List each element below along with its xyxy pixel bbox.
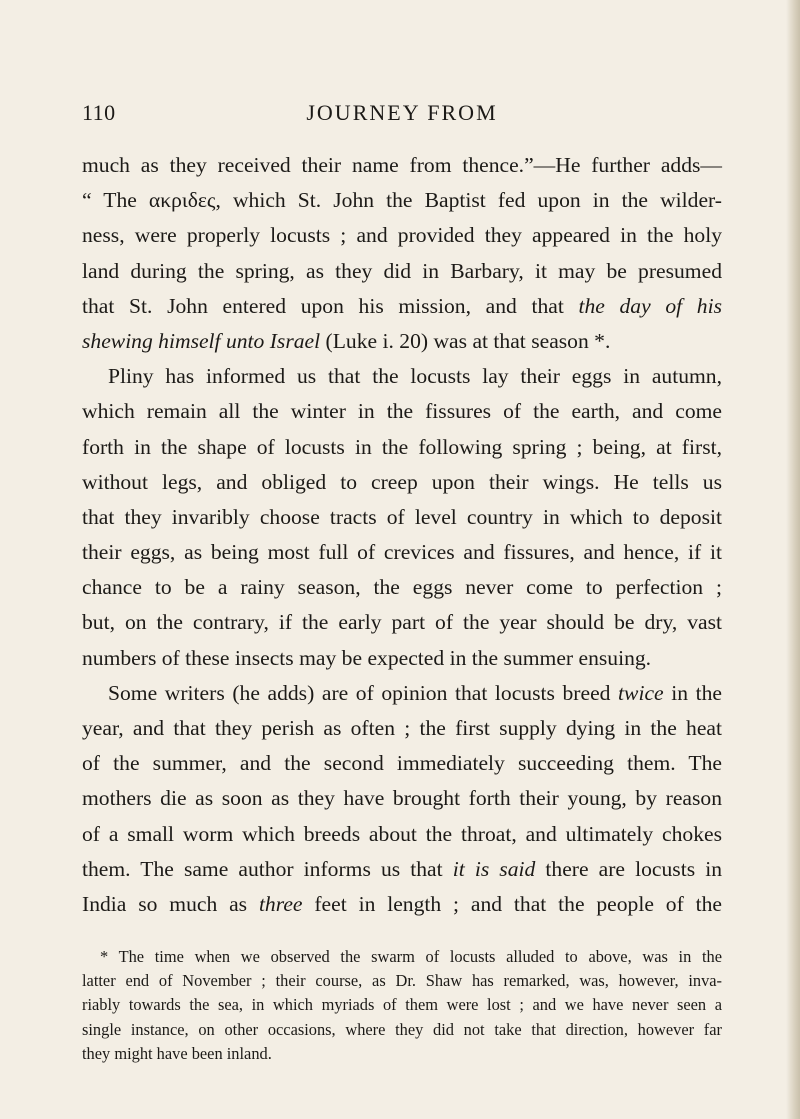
text-line: without legs, and obliged to creep upon their wings. He tells us (82, 469, 722, 494)
text-line: year, and that they perish as often ; the first supply dying in the heat (82, 716, 722, 740)
text-run: India so much as (82, 891, 259, 916)
italic-text: three (258, 891, 303, 916)
text-line: mothers die as soon as they have brought forth their young, by reason (82, 786, 722, 811)
body-text (82, 148, 722, 922)
text-line: of a small worm which breeds about the throat, and ultimately chokes (82, 821, 722, 846)
text-line: much as they received their name from thence.”—He further adds— (82, 153, 722, 177)
text-line (82, 289, 722, 324)
text-run: in the (663, 680, 722, 705)
text-line: “ The ακριδες, which St. John the Baptist fed upon in the wilder- (82, 188, 722, 213)
text-line: of the summer, and the second immediately succeeding them. The (82, 751, 722, 776)
italic-text: it is said (452, 856, 536, 881)
footnote-line: riably towards the sea, in which myriads of them were lost ; and we have never seen a (82, 995, 722, 1015)
footnote-line: single instance, on other occasions, where they did not take that direction, however far (82, 1019, 722, 1039)
text-line (82, 324, 722, 359)
text-run: them. The same author informs us that (82, 856, 453, 881)
text-line (82, 852, 722, 887)
italic-text: shewing himself unto Israel (82, 328, 321, 353)
italic-text: twice (618, 680, 664, 705)
text-line: their eggs, as being most full of crevices and fissures, and hence, if it (82, 540, 722, 565)
text-run: there are locusts in (535, 856, 722, 881)
text-line: numbers of these insects may be expected in the summer ensuing. (82, 645, 652, 670)
text-run: feet in length ; and that the people of the (302, 891, 723, 916)
italic-text: the day of his (578, 293, 722, 318)
page-edge-shadow (786, 0, 800, 1119)
text-line: that they invaribly choose tracts of level country in which to deposit (82, 504, 722, 529)
page-header (82, 100, 722, 130)
running-head: JOURNEY FROM (306, 100, 498, 125)
text-run: that St. John entered upon his mission, and that (82, 293, 579, 318)
text-run: Some writers (he adds) are of opinion that locusts breed (108, 680, 619, 705)
text-line: ness, were properly locusts ; and provided they appeared in the holy (82, 223, 722, 248)
text-line: Pliny has informed us that the locusts lay their eggs in autumn, (108, 364, 722, 389)
footnote-line: * The time when we observed the swarm of locusts alluded to above, was in the (100, 947, 722, 966)
text-line: which remain all the winter in the fissures of the earth, and come (82, 399, 722, 424)
footnote (82, 945, 722, 1066)
text-line: but, on the contrary, if the early part of the year should be dry, vast (82, 610, 722, 635)
footnote-line: latter end of November ; their course, as Dr. Shaw has remarked, was, however, inva- (82, 971, 722, 991)
text-run: (Luke i. 20) was at that season *. (320, 328, 611, 353)
text-line (82, 887, 722, 922)
text-line: land during the spring, as they did in Barbary, it may be presumed (82, 258, 722, 283)
text-line: chance to be a rainy season, the eggs never come to perfection ; (82, 575, 722, 600)
footnote-line: they might have been inland. (82, 1043, 272, 1063)
text-line (82, 676, 722, 711)
text-line: forth in the shape of locusts in the following spring ; being, at first, (82, 434, 722, 459)
page-number: 110 (82, 100, 116, 125)
